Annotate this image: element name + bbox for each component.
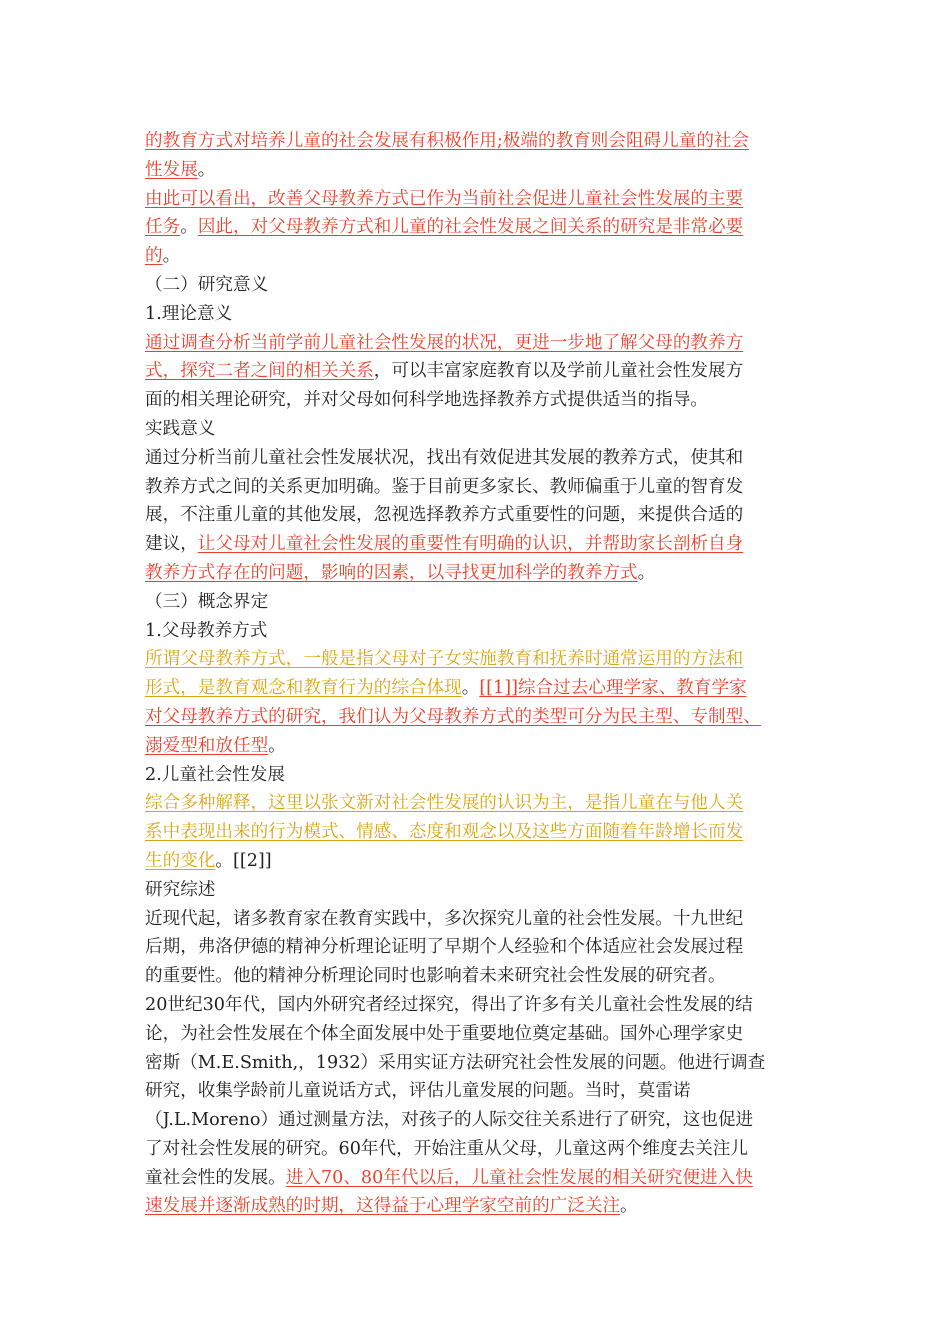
text-run: 。 [268, 735, 286, 756]
text-line [145, 271, 817, 300]
text-run: 教养方式之间的关系更加明确。鉴于目前更多家长、教师偏重于儿童的智育发 [145, 476, 744, 497]
text-run: 的重要性。他的精神分析理论同时也影响着未来研究社会性发展的研究者。 [145, 966, 726, 987]
text-run: 建议， [145, 534, 198, 555]
text-run: 。[[2]] [215, 850, 272, 871]
text-run: 面的相关理论研究，并对父母如何科学地选择教养方式提供适当的指导。 [145, 390, 709, 411]
text-line [145, 473, 817, 502]
text-line [145, 732, 817, 761]
text-line [145, 905, 817, 934]
text-run: 研究综述 [145, 879, 216, 900]
highlighted-text-run: 的教育方式对培养儿童的社会发展有积极作用;极端的教育则会阻碍儿童的社会 [145, 131, 750, 151]
text-run: 论，为社会性发展在个体全面发展中处于重要地位奠定基础。国外心理学家史 [145, 1023, 744, 1044]
text-line [145, 242, 817, 271]
text-line [145, 530, 817, 559]
highlighted-text-run: 生的变化 [145, 850, 216, 871]
text-run: 。 [162, 246, 181, 267]
highlighted-text-run: 形式，是教育观念和教育行为的综合体现 [145, 678, 462, 699]
text-line [145, 876, 817, 905]
text-line [145, 329, 817, 358]
text-run: 20世纪30年代，国内外研究者经过探究，得出了许多有关儿童社会性发展的结 [145, 994, 753, 1015]
highlighted-text-run: 速发展并逐渐成熟的时期，这得益于心理学家空前的广泛关注 [145, 1196, 621, 1217]
text-line [145, 444, 817, 473]
text-run: 展，不注重儿童的其他发展，忽视选择教养方式重要性的问题，来提供合适的 [145, 505, 744, 526]
text-line [145, 386, 817, 415]
text-run: 。 [197, 159, 216, 180]
text-line [145, 761, 817, 790]
highlighted-text-run: 溺爱型和放任型 [145, 735, 269, 756]
highlighted-text-run: 进入70、80年代以后，儿童社会性发展的相关研究便进入快 [285, 1167, 753, 1188]
text-line [145, 674, 817, 703]
text-run: （三）概念界定 [145, 591, 269, 612]
text-run: 1.父母教养方式 [145, 620, 268, 641]
highlighted-text-run: 让父母对儿童社会性发展的重要性有明确的认识，并帮助家长剖析自身 [197, 534, 744, 555]
text-run: （J.L.Moreno）通过测量方法，对孩子的人际交往关系进行了研究，这也促进 [145, 1110, 754, 1131]
text-run: 密斯（M.E.Smith,，1932）采用实证方法研究社会性发展的问题。他进行调查 [145, 1052, 766, 1073]
text-line [145, 617, 817, 646]
text-line [145, 156, 817, 185]
text-run: 。 [180, 217, 198, 238]
highlighted-text-run: 性发展 [145, 159, 198, 180]
text-line [145, 501, 817, 530]
highlighted-text-run: 教养方式存在的问题，影响的因素，以寻找更加科学的教养方式 [145, 562, 638, 583]
text-run: 。 [461, 678, 480, 699]
text-run: 研究，收集学龄前儿童说话方式，评估儿童发展的问题。当时，莫雷诺 [145, 1081, 691, 1102]
text-line [145, 645, 817, 674]
text-run: 。 [637, 562, 656, 583]
text-line [145, 703, 817, 732]
highlighted-text-run: 系中表现出来的行为模式、情感、态度和观念以及这些方面随着年龄增长而发 [145, 822, 744, 843]
highlighted-text-run: 式，探究二者之间的相关关系 [145, 361, 374, 382]
text-line [145, 1106, 817, 1135]
highlighted-text-run: 对父母教养方式的研究，我们认为父母教养方式的类型可分为民主型、专制型、 [145, 706, 761, 727]
text-line [145, 588, 817, 617]
text-line [145, 185, 817, 214]
text-run: （二）研究意义 [145, 274, 269, 295]
text-line [145, 1192, 817, 1221]
highlighted-text-run: 任务 [145, 217, 181, 238]
text-line [145, 1049, 817, 1078]
text-line [145, 933, 817, 962]
text-run: 2.儿童社会性发展 [145, 764, 285, 785]
text-line [145, 789, 817, 818]
text-line [145, 300, 817, 329]
text-line [145, 559, 817, 588]
highlighted-text-run: 的 [145, 246, 163, 267]
text-line [145, 127, 817, 156]
text-line [145, 847, 817, 876]
text-line [145, 818, 817, 847]
highlighted-text-run: 所谓父母教养方式，一般是指父母对子女实施教育和抚养时通常运用的方法和 [145, 649, 744, 670]
text-line [145, 213, 817, 242]
highlighted-text-run: 综合多种解释，这里以张文新对社会性发展的认识为主，是指儿童在与他人关 [145, 793, 744, 814]
text-run: 近现代起，诸多教育家在教育实践中，多次探究儿童的社会性发展。十九世纪 [145, 908, 744, 929]
highlighted-text-run: 因此，对父母教养方式和儿童的社会性发展之间关系的研究是非常必要 [197, 217, 744, 238]
text-line [145, 1135, 817, 1164]
text-line [145, 357, 817, 386]
text-run: 了对社会性发展的研究。60年代，开始注重从父母，儿童这两个维度去关注儿 [145, 1138, 748, 1159]
text-run: 后期，弗洛伊德的精神分析理论证明了早期个人经验和个体适应社会发展过程 [145, 937, 744, 958]
highlighted-text-run: 通过调查分析当前学前儿童社会性发展的状况，更进一步地了解父母的教养方 [145, 332, 744, 353]
text-run: 。 [620, 1196, 638, 1217]
text-run: 1.理论意义 [145, 303, 233, 324]
text-line [145, 1020, 817, 1049]
text-line [145, 1164, 817, 1193]
text-line [145, 962, 817, 991]
text-line [145, 415, 817, 444]
text-line [145, 1077, 817, 1106]
text-run: 实践意义 [145, 418, 216, 439]
text-line [145, 991, 817, 1020]
highlighted-text-run: [[1]]综合过去心理学家、教育学家 [479, 678, 747, 699]
document-body [145, 127, 817, 1221]
text-run: 通过分析当前儿童社会性发展状况，找出有效促进其发展的教养方式，使其和 [145, 447, 744, 468]
highlighted-text-run: 由此可以看出，改善父母教养方式已作为当前社会促进儿童社会性发展的主要 [145, 188, 744, 209]
text-run: ，可以丰富家庭教育以及学前儿童社会性发展方 [373, 361, 744, 382]
text-run: 童社会性的发展。 [145, 1167, 286, 1188]
